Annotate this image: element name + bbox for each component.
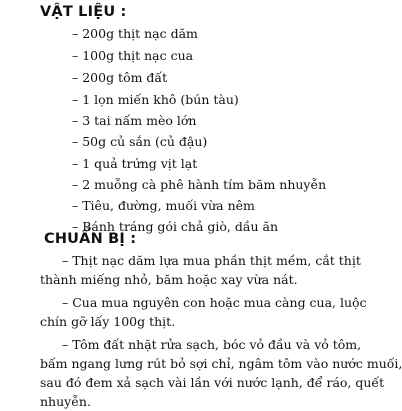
ingredient-item: – 1 quả trứng vịt lạt — [72, 156, 198, 171]
paragraph-line: sau đó đem xả sạch vài lần với nước lạnh, để ráo, quết — [40, 375, 385, 390]
paragraph-line: bấm ngang lưng rút bỏ sợi chỉ, ngâm tôm vào nước muối, — [40, 356, 402, 371]
ingredient-item: – Bánh tráng gói chả giò, dầu ăn — [72, 219, 279, 234]
preparation-paragraph — [40, 251, 384, 289]
paragraph-first-line: – Tôm đất nhặt rửa sạch, bóc vỏ đầu và vỏ tôm, — [62, 337, 362, 352]
ingredient-item: – 3 tai nấm mèo lớn — [72, 113, 197, 128]
paragraph-line: thành miếng nhỏ, băm hoặc xay vừa nát. — [40, 272, 298, 287]
paragraph-line: chín gỡ lấy 100g thịt. — [40, 314, 176, 329]
ingredient-item: – 1 lọn miến khô (bún tàu) — [72, 92, 239, 107]
preparation-paragraph — [40, 293, 384, 331]
ingredient-item: – 100g thịt nạc cua — [72, 48, 194, 63]
ingredient-item: – Tiêu, đường, muối vừa nêm — [72, 198, 255, 213]
paragraph-first-line: – Thịt nạc dăm lựa mua phần thịt mềm, cắt thịt — [62, 253, 361, 268]
materials-heading: VẬT LIỆU : — [40, 4, 127, 20]
ingredient-item: – 200g thịt nạc dăm — [72, 26, 198, 41]
ingredient-item: – 2 muỗng cà phê hành tím băm nhuyễn — [72, 177, 327, 192]
preparation-heading: CHUẨN BỊ : — [44, 231, 137, 247]
ingredient-item: – 200g tôm đất — [72, 70, 168, 85]
preparation-paragraph — [40, 335, 402, 411]
paragraph-line: nhuyễn. — [40, 394, 91, 409]
paragraph-first-line: – Cua mua nguyên con hoặc mua càng cua, luộc — [62, 295, 367, 310]
ingredient-item: – 50g củ sắn (củ đậu) — [72, 134, 208, 149]
